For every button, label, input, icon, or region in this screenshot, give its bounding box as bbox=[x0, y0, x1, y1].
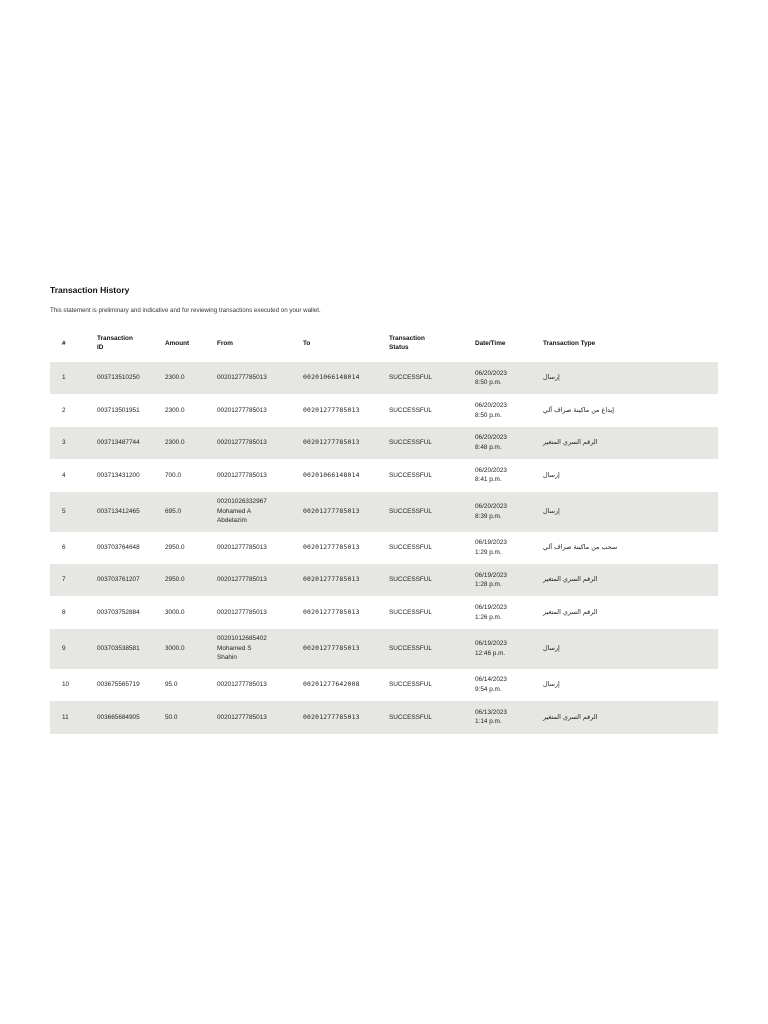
cell-status: SUCCESSFUL bbox=[389, 681, 432, 689]
cell-from bbox=[217, 629, 303, 669]
time-line: 1:29 p.m. bbox=[475, 548, 502, 556]
cell-transaction-id: 003713510250 bbox=[97, 362, 165, 394]
from-line: 00201277785013 bbox=[217, 576, 267, 584]
column-header-transaction-type: Transaction Type bbox=[543, 339, 596, 347]
cell-amount: 50.0 bbox=[165, 701, 217, 733]
cell-transaction-type bbox=[543, 459, 718, 491]
cell-transaction-type bbox=[543, 596, 718, 628]
cell-from bbox=[217, 362, 303, 394]
time-line: 8:50 p.m. bbox=[475, 379, 502, 387]
table-row bbox=[50, 701, 718, 733]
cell-from bbox=[217, 669, 303, 701]
transaction-type-label: الرقم السري المتغير bbox=[543, 575, 598, 584]
cell-transaction-id: 003713412465 bbox=[97, 492, 165, 532]
cell-to: 00201277785013 bbox=[303, 427, 389, 459]
cell-transaction-id: 003703538581 bbox=[97, 629, 165, 669]
cell-datetime bbox=[475, 362, 543, 394]
cell-to: 00201066148014 bbox=[303, 362, 389, 394]
cell-transaction-type bbox=[543, 492, 718, 532]
time-line: 8:39 p.m. bbox=[475, 512, 502, 520]
time-line: 1:14 p.m. bbox=[475, 718, 502, 726]
page-title: Transaction History bbox=[50, 285, 130, 295]
transaction-type-label: إيداع من ماكينة صراف آلي bbox=[543, 405, 615, 414]
from-line: Mohamed A bbox=[217, 507, 252, 515]
transaction-type-label: الرقم السري المتغير bbox=[543, 712, 598, 721]
cell-to: 00201277785013 bbox=[303, 607, 360, 616]
from-line: 00201277785013 bbox=[217, 544, 267, 551]
cell-transaction-id: 003665684905 bbox=[97, 701, 165, 733]
time-line: 12:46 p.m. bbox=[475, 649, 506, 657]
cell-transaction-type bbox=[543, 701, 718, 733]
from-line: 00201026332967 bbox=[217, 498, 267, 506]
cell-from bbox=[217, 459, 303, 491]
cell-transaction-id: 003713501951 bbox=[97, 406, 140, 414]
statement-document bbox=[50, 284, 718, 734]
date-line: 06/19/2023 bbox=[475, 604, 507, 612]
time-line: 8:48 p.m. bbox=[475, 443, 502, 451]
cell-datetime bbox=[475, 427, 543, 459]
from-line: Shahin bbox=[217, 654, 237, 662]
column-header-to: To bbox=[303, 339, 311, 347]
transaction-type-label: الرقم السري المتغير bbox=[543, 438, 598, 447]
cell-transaction-type bbox=[543, 669, 718, 701]
transaction-type-label: الرقم السري المتغير bbox=[543, 607, 598, 616]
transaction-type-label: إرسال bbox=[543, 680, 560, 689]
cell-number: 10 bbox=[62, 681, 70, 689]
cell-to: 00201277785013 bbox=[303, 701, 389, 733]
cell-status: SUCCESSFUL bbox=[389, 427, 475, 459]
time-line: 8:50 p.m. bbox=[475, 411, 502, 419]
cell-number: 4 bbox=[62, 471, 66, 479]
time-line: 8:41 p.m. bbox=[475, 476, 502, 484]
cell-to: 00201277785013 bbox=[303, 629, 389, 669]
date-line: 06/19/2023 bbox=[475, 571, 507, 579]
cell-from bbox=[217, 427, 303, 459]
cell-from bbox=[217, 492, 303, 532]
from-line: 00201277785013 bbox=[217, 713, 267, 721]
transaction-table-body bbox=[50, 362, 718, 734]
cell-status: SUCCESSFUL bbox=[389, 608, 432, 616]
cell-number: 9 bbox=[50, 629, 97, 669]
cell-amount: 700.0 bbox=[165, 471, 181, 479]
table-row bbox=[50, 492, 718, 532]
date-line: 06/20/2023 bbox=[475, 402, 507, 410]
cell-from bbox=[217, 394, 303, 426]
transaction-type-label: إرسال bbox=[543, 506, 560, 515]
cell-status: SUCCESSFUL bbox=[389, 701, 475, 733]
cell-number: 5 bbox=[50, 492, 97, 532]
cell-transaction-id: 003713487744 bbox=[97, 427, 165, 459]
cell-to: 00201066148014 bbox=[303, 470, 360, 479]
cell-datetime bbox=[475, 532, 543, 564]
from-line: 00201277785013 bbox=[217, 374, 267, 382]
cell-transaction-type bbox=[543, 394, 718, 426]
date-line: 06/20/2023 bbox=[475, 503, 507, 511]
from-line: 00201277785013 bbox=[217, 471, 267, 479]
from-line: Abdelazim bbox=[217, 517, 247, 525]
table-row bbox=[50, 532, 718, 564]
cell-from bbox=[217, 596, 303, 628]
cell-amount: 3000.0 bbox=[165, 608, 185, 616]
cell-datetime bbox=[475, 459, 543, 491]
cell-to: 00201277785013 bbox=[303, 564, 389, 596]
cell-amount: 95.0 bbox=[165, 681, 178, 689]
cell-transaction-id: 003675565719 bbox=[97, 681, 140, 689]
column-header-status: Transaction Status bbox=[389, 335, 425, 351]
cell-number: 7 bbox=[50, 564, 97, 596]
transaction-type-label: إرسال bbox=[543, 373, 560, 382]
transaction-type-label: إرسال bbox=[543, 643, 560, 652]
cell-from bbox=[217, 564, 303, 596]
cell-to: 00201277785013 bbox=[303, 492, 389, 532]
from-line: 00201277785013 bbox=[217, 406, 267, 414]
cell-amount: 2300.0 bbox=[165, 427, 217, 459]
from-line: 00201277785013 bbox=[217, 439, 267, 447]
cell-number: 11 bbox=[50, 701, 97, 733]
table-row bbox=[50, 564, 718, 596]
cell-amount: 2300.0 bbox=[165, 406, 185, 414]
from-line: 00201277785013 bbox=[217, 608, 267, 616]
cell-status: SUCCESSFUL bbox=[389, 362, 475, 394]
cell-number: 8 bbox=[62, 608, 66, 616]
date-line: 06/20/2023 bbox=[475, 434, 507, 442]
cell-datetime bbox=[475, 669, 543, 701]
cell-to: 00201277785013 bbox=[303, 405, 360, 414]
column-header-transaction-id: Transaction ID bbox=[97, 335, 133, 351]
cell-datetime bbox=[475, 564, 543, 596]
cell-status: SUCCESSFUL bbox=[389, 492, 475, 532]
cell-number: 6 bbox=[62, 544, 66, 551]
table-row bbox=[50, 629, 718, 669]
cell-from bbox=[217, 701, 303, 733]
cell-from bbox=[217, 532, 303, 564]
table-row bbox=[50, 459, 718, 491]
date-line: 06/20/2023 bbox=[475, 466, 507, 474]
date-line: 06/19/2023 bbox=[475, 539, 507, 547]
table-row bbox=[50, 362, 718, 394]
cell-status: SUCCESSFUL bbox=[389, 406, 432, 414]
transaction-table bbox=[50, 324, 718, 734]
cell-amount: 2950.0 bbox=[165, 564, 217, 596]
date-line: 06/19/2023 bbox=[475, 640, 507, 648]
column-header-from: From bbox=[217, 339, 233, 347]
cell-status: SUCCESSFUL bbox=[389, 544, 432, 551]
date-line: 06/13/2023 bbox=[475, 708, 507, 716]
table-row bbox=[50, 596, 718, 628]
cell-datetime bbox=[475, 394, 543, 426]
cell-transaction-type bbox=[543, 532, 718, 564]
cell-transaction-id: 003703764648 bbox=[97, 544, 140, 551]
cell-datetime bbox=[475, 629, 543, 669]
date-line: 06/20/2023 bbox=[475, 369, 507, 377]
cell-datetime bbox=[475, 701, 543, 733]
cell-number: 1 bbox=[50, 362, 97, 394]
cell-transaction-type bbox=[543, 564, 718, 596]
cell-transaction-type bbox=[543, 427, 718, 459]
cell-amount: 695.0 bbox=[165, 492, 217, 532]
transaction-type-label: سحب من ماكينة صراف آلي bbox=[543, 543, 618, 551]
column-header-datetime: Date/Time bbox=[475, 339, 506, 347]
cell-transaction-id: 003703752884 bbox=[97, 608, 140, 616]
time-line: 1:26 p.m. bbox=[475, 613, 502, 621]
transaction-type-label: إرسال bbox=[543, 470, 560, 479]
date-line: 06/14/2023 bbox=[475, 676, 507, 684]
cell-to: 00201277642008 bbox=[303, 680, 360, 689]
from-line: 00201012685402 bbox=[217, 635, 267, 643]
table-row bbox=[50, 394, 718, 426]
from-line: Mohamed S bbox=[217, 644, 252, 652]
cell-transaction-id: 003713431200 bbox=[97, 471, 140, 479]
cell-transaction-type bbox=[543, 362, 718, 394]
cell-transaction-id: 003703761207 bbox=[97, 564, 165, 596]
cell-transaction-type bbox=[543, 629, 718, 669]
cell-amount: 3000.0 bbox=[165, 629, 217, 669]
time-line: 1:28 p.m. bbox=[475, 581, 502, 589]
cell-to: 00201277785013 bbox=[303, 543, 360, 551]
cell-status: SUCCESSFUL bbox=[389, 629, 475, 669]
statement-disclaimer: This statement is preliminary and indicative and for reviewing transactions executed on your wallet. bbox=[50, 307, 321, 314]
cell-datetime bbox=[475, 492, 543, 532]
time-line: 9:54 p.m. bbox=[475, 685, 502, 693]
cell-number: 3 bbox=[50, 427, 97, 459]
column-header-number: # bbox=[62, 339, 66, 347]
table-header-row bbox=[50, 324, 718, 362]
cell-amount: 2300.0 bbox=[165, 362, 217, 394]
cell-status: SUCCESSFUL bbox=[389, 564, 475, 596]
cell-status: SUCCESSFUL bbox=[389, 471, 432, 479]
table-row bbox=[50, 669, 718, 701]
from-line: 00201277785013 bbox=[217, 681, 267, 689]
cell-amount: 2950.0 bbox=[165, 544, 185, 551]
column-header-amount: Amount bbox=[165, 339, 190, 347]
cell-datetime bbox=[475, 596, 543, 628]
cell-number: 2 bbox=[62, 406, 66, 414]
table-row bbox=[50, 427, 718, 459]
